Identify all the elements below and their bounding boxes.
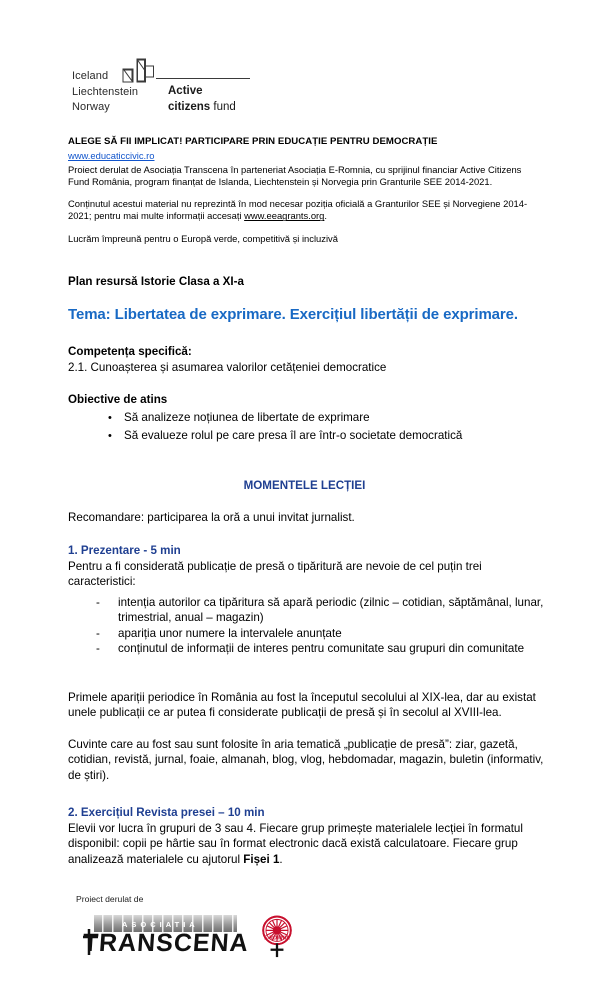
country-norway: Norway [72,101,110,113]
list-item: - intenția autorilor ca tipăritura să apară periodic (zilnic – cotidian, săptămânal, lunar, trimestrial, anual – magazin) [118,595,591,626]
fund-word-fund: fund [210,100,236,113]
competence-text: 2.1. Cunoașterea și asumarea valorilor cetățeniei democratice [68,361,387,374]
footer-logos [76,912,296,962]
page-title: Plan resursă Istorie Clasa a XI-a [68,275,244,288]
objectives-list [68,409,597,445]
theme-heading: Tema: Libertatea de exprimare. Exercițiul libertății de exprimare. [68,306,518,323]
country-liechtenstein: Liechtenstein [72,85,139,98]
project-tagline: Lucrăm împreună pentru o Europă verde, competitivă și incluzivă [68,233,338,244]
objectives-label: Obiective de atins [68,393,168,406]
section-1-characteristics-list [68,595,591,656]
project-disclaimer [68,198,541,223]
section-2-text [68,821,547,867]
active-citizens-fund-logo [72,58,322,118]
section-1-history-paragraph: Primele apariții periodice în România au fost la începutul secolului al XIX-lea, dar au existat unele publicații ce ar putea fi considerate publicații de presă și în secolul al XVIII-lea. [68,691,536,720]
competence-label: Competența specifică: [68,345,192,358]
section-2-text-before: Elevii vor lucra în grupuri de 3 sau 4. Fiecare grup primește materialele lecției în formatul disponibil: copii pe hârtie sau în format electronic dacă există calculatoare. Fiecare grup analizează materialele cu ajutorul [68,822,523,866]
country-iceland: Iceland [72,70,109,82]
transcena-asociatia-text: ASOCIATIA [122,920,199,929]
section-1-vocabulary-paragraph: Cuvinte care au fost sau sunt folosite în aria tematică „publicație de presă”: ziar, gazetă, cotidian, revistă, jurnal, foaie, almanah, blog, vlog, hebdomadar, magazin, buletin (informativ, de știri). [68,738,544,782]
e-romnia-logo [254,912,300,958]
section-1-intro: Pentru a fi considerată publicație de presă o tipăritură are nevoie de cel puțin trei caracteristici: [68,560,482,589]
section-2-heading: 2. Exercițiul Revista presei – 10 min [68,806,265,819]
lesson-recommendation: Recomandare: participarea la oră a unui invitat jurnalist. [68,511,355,524]
footer-label: Proiect derulat de [76,894,144,904]
e-romnia-text: E-ROMNIA [264,935,290,942]
fund-word-active: Active [168,85,203,97]
project-website-link[interactable]: www.educaticcivic.ro [68,150,155,161]
list-item: • Să evalueze rolul pe care presa îl are într-o societate democratică [124,427,597,445]
section-2-worksheet-reference: Fișei 1 [243,852,280,866]
section-1-heading: 1. Prezentare - 5 min [68,544,181,557]
transcena-wordmark-text: TRANSCENA [81,929,250,957]
list-item: • Să analizeze noțiunea de libertate de exprimare [124,409,597,427]
list-item: - conținutul de informații de interes pentru comunitate sau grupuri din comunitate [118,641,591,656]
active-citizens-fund-mark [122,58,157,86]
active-citizens-fund-wordmark [168,84,236,115]
project-description: Proiect derulat de Asociația Transcena în parteneriat Asociația E-Romnia, cu sprijinul financiar Active Citizens Fund România, program finanțat de Islanda, Liechtenstein și Norvegia prin Granturile SEE 2014-2021. [68,164,522,188]
list-item: - apariția unor numere la intervalele anunțate [118,626,591,641]
transcena-logo [76,912,256,958]
eeagrants-link[interactable]: www.eeagrants.org [244,210,325,222]
logo-horizontal-rule [156,78,250,79]
disclaimer-text-before: Conținutul acestui material nu reprezintă în mod necesar poziția oficială a Granturilor SEE și Norvegiene 2014-2021; pentru mai multe informații accesați [68,198,528,222]
campaign-title: ALEGE SĂ FII IMPLICAT! PARTICIPARE PRIN EDUCAȚIE PENTRU DEMOCRAȚIE [68,136,438,147]
lesson-moments-heading: MOMENTELE LECȚIEI [243,479,366,492]
fund-word-citizens: citizens [168,100,211,113]
section-2-text-after: . [279,852,283,866]
disclaimer-text-after: . [324,210,327,222]
